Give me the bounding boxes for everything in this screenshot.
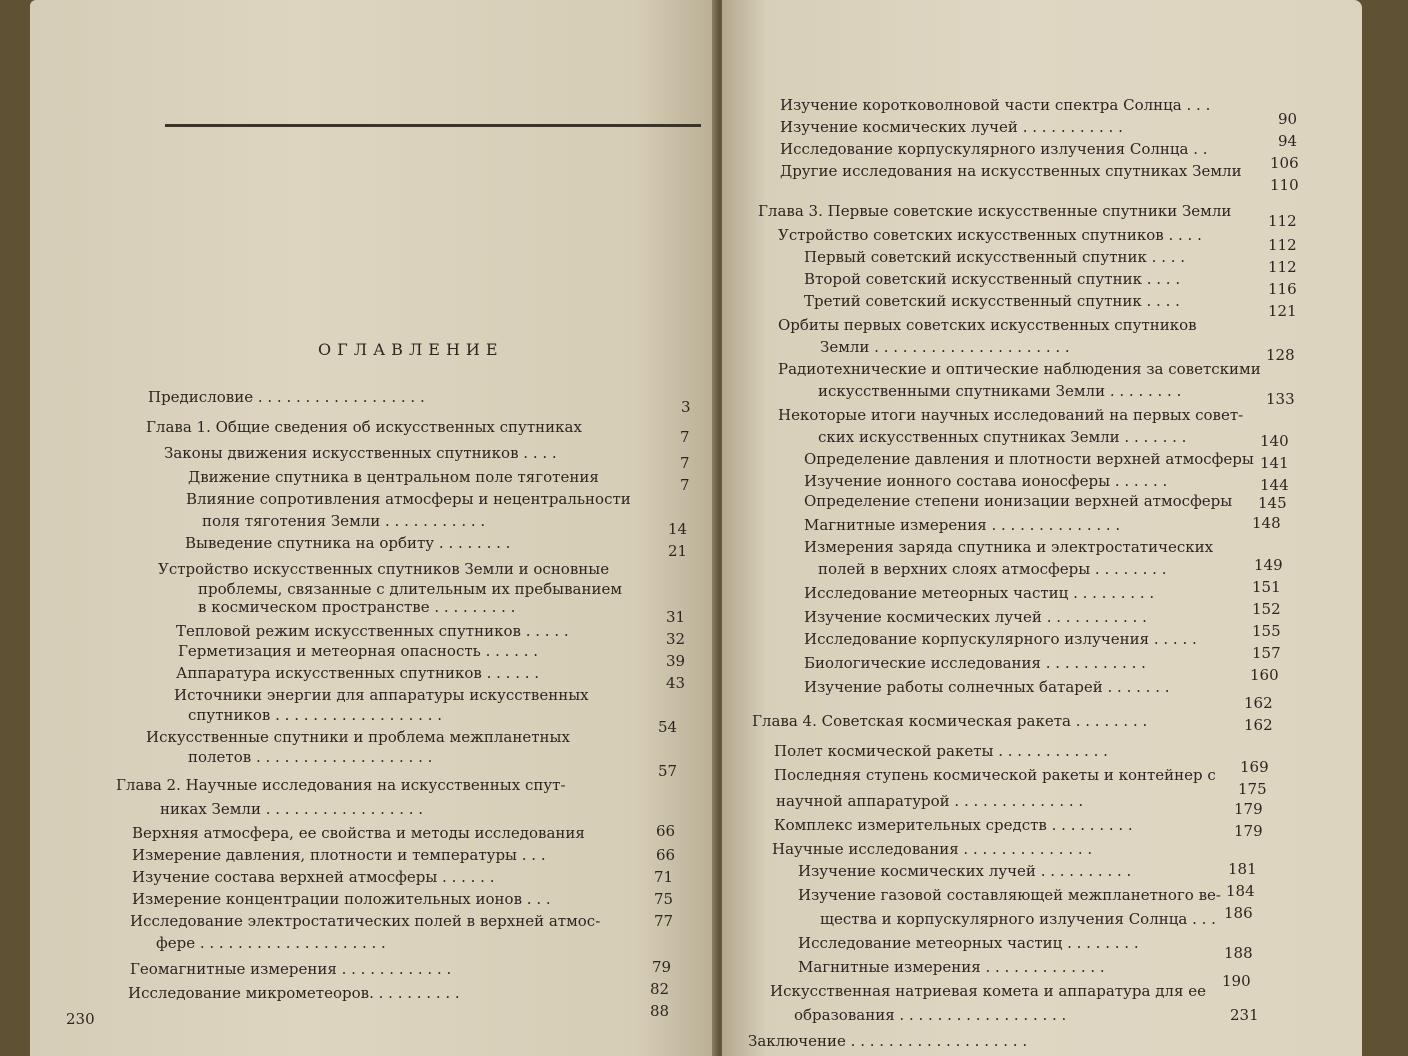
toc-page-number: 190 [1222, 972, 1251, 990]
toc-page-number: 157 [1252, 644, 1281, 662]
toc-entry: Исследование метеорных частиц . . . . . . . . . [804, 584, 1155, 602]
toc-entry: Исследование корпускулярного излучения . . . . . [804, 630, 1197, 648]
toc-page-number: 57 [658, 762, 678, 780]
toc-page-number: 152 [1252, 600, 1281, 618]
toc-page-number: 110 [1270, 176, 1299, 194]
toc-entry: Исследование электростатических полей в верхней атмос- [130, 912, 601, 930]
toc-chapter-heading: Глава 1. Общие сведения об искусственных спутниках [146, 418, 582, 436]
toc-entry: ских искусственных спутниках Земли . . . . . . . [818, 428, 1187, 446]
toc-entry: Тепловой режим искусственных спутников . . . . . [176, 622, 569, 640]
toc-entry: Орбиты первых советских искусственных спутников [778, 316, 1197, 334]
toc-page-number: 90 [1278, 110, 1298, 128]
toc-entry: Изучение коротковолновой части спектра Солнца . . . [780, 96, 1211, 114]
toc-entry: Научные исследования . . . . . . . . . . . . . . [772, 840, 1093, 858]
toc-page-number: 7 [680, 476, 690, 494]
toc-entry: Земли . . . . . . . . . . . . . . . . . . . . . [820, 338, 1070, 356]
toc-title: ОГЛАВЛЕНИЕ [318, 340, 504, 359]
toc-page-number: 145 [1258, 494, 1287, 512]
toc-chapter-heading: Глава 4. Советская космическая ракета . . . . . . . . [752, 712, 1148, 730]
page-folio: 231 [1230, 1006, 1259, 1024]
toc-page-number: 149 [1254, 556, 1283, 574]
toc-entry: полетов . . . . . . . . . . . . . . . . . . . [188, 748, 433, 766]
toc-entry: проблемы, связанные с длительным их пребыванием [198, 580, 622, 598]
toc-entry: Изучение газовой составляющей межпланетного ве- [798, 886, 1221, 904]
toc-entry: искусственными спутниками Земли . . . . . . . . [818, 382, 1182, 400]
toc-chapter-heading: Глава 3. Первые советские искусственные спутники Земли [758, 202, 1232, 220]
toc-page-number: 31 [666, 608, 686, 626]
toc-page-number: 112 [1268, 258, 1297, 276]
right-page [722, 0, 1362, 1056]
toc-entry: Определение степени ионизации верхней атмосферы [804, 492, 1233, 510]
toc-entry: Исследование корпускулярного излучения Солнца . . [780, 140, 1208, 158]
toc-page-number: 66 [656, 846, 676, 864]
toc-page-number: 175 [1238, 780, 1267, 798]
toc-entry: Изучение ионного состава ионосферы . . . . . . [804, 472, 1168, 490]
toc-entry: полей в верхних слоях атмосферы . . . . . . . . [818, 560, 1167, 578]
toc-entry: никах Земли . . . . . . . . . . . . . . . . . [160, 800, 424, 818]
toc-page-number: 140 [1260, 432, 1289, 450]
toc-entry: Магнитные измерения . . . . . . . . . . . . . . [804, 516, 1121, 534]
toc-entry: Предисловие . . . . . . . . . . . . . . . . . . [148, 388, 425, 406]
toc-page-number: 3 [681, 398, 691, 416]
toc-entry: Биологические исследования . . . . . . . . . . . [804, 654, 1146, 672]
toc-page-number: 21 [668, 542, 688, 560]
page-folio: 230 [66, 1010, 95, 1028]
toc-entry: Изучение космических лучей . . . . . . . . . . . [780, 118, 1123, 136]
toc-page-number: 32 [666, 630, 686, 648]
header-rule [165, 124, 701, 127]
toc-page-number: 94 [1278, 132, 1298, 150]
toc-page-number: 88 [650, 1002, 670, 1020]
toc-entry: Некоторые итоги научных исследований на первых совет- [778, 406, 1244, 424]
toc-entry: спутников . . . . . . . . . . . . . . . . . . [188, 706, 443, 724]
toc-page-number: 43 [666, 674, 686, 692]
toc-page-number: 75 [654, 890, 674, 908]
toc-entry: Изучение космических лучей . . . . . . . . . . [798, 862, 1132, 880]
toc-entry: Устройство советских искусственных спутников . . . . [778, 226, 1202, 244]
toc-page-number: 54 [658, 718, 678, 736]
toc-entry: Заключение . . . . . . . . . . . . . . . . . . . [748, 1032, 1028, 1050]
toc-entry: Законы движения искусственных спутников . . . . [164, 444, 557, 462]
toc-page-number: 179 [1234, 822, 1263, 840]
toc-page-number: 7 [680, 454, 690, 472]
toc-page-number: 155 [1252, 622, 1281, 640]
toc-entry: в космическом пространстве . . . . . . . . . [198, 598, 516, 616]
toc-entry: щества и корпускулярного излучения Солнца . . . [820, 910, 1216, 928]
toc-page-number: 184 [1226, 882, 1255, 900]
toc-entry: Источники энергии для аппаратуры искусственных [174, 686, 589, 704]
toc-entry: фере . . . . . . . . . . . . . . . . . . . . [156, 934, 386, 952]
toc-page-number: 148 [1252, 514, 1281, 532]
toc-entry: Верхняя атмосфера, ее свойства и методы исследования [132, 824, 585, 842]
toc-entry: Другие исследования на искусственных спутниках Земли [780, 162, 1242, 180]
toc-page-number: 162 [1244, 694, 1273, 712]
toc-page-number: 179 [1234, 800, 1263, 818]
toc-entry: Герметизация и метеорная опасность . . . . . . [178, 642, 539, 660]
toc-entry: Измерения заряда спутника и электростатических [804, 538, 1214, 556]
toc-entry: поля тяготения Земли . . . . . . . . . . . [202, 512, 486, 530]
toc-entry: Измерение давления, плотности и температуры . . . [132, 846, 546, 864]
toc-entry: Третий советский искусственный спутник . . . . [804, 292, 1180, 310]
toc-entry: Искусственные спутники и проблема межпланетных [146, 728, 570, 746]
toc-entry: Второй советский искусственный спутник . . . . [804, 270, 1181, 288]
toc-entry: Изучение состава верхней атмосферы . . . . . . [132, 868, 495, 886]
toc-chapter-heading: Глава 2. Научные исследования на искусственных спут- [116, 776, 566, 794]
toc-entry: Полет космической ракеты . . . . . . . . . . . . [774, 742, 1108, 760]
toc-page-number: 71 [654, 868, 674, 886]
toc-page-number: 169 [1240, 758, 1269, 776]
toc-entry: образования . . . . . . . . . . . . . . . . . . [794, 1006, 1067, 1024]
toc-page-number: 79 [652, 958, 672, 976]
toc-page-number: 7 [680, 428, 690, 446]
toc-page-number: 39 [666, 652, 686, 670]
toc-entry: Магнитные измерения . . . . . . . . . . . . . [798, 958, 1105, 976]
toc-entry: Искусственная натриевая комета и аппаратура для ее [770, 982, 1206, 1000]
toc-page-number: 160 [1250, 666, 1279, 684]
toc-entry: Аппаратура искусственных спутников . . . . . . [176, 664, 540, 682]
toc-entry: Изучение космических лучей . . . . . . . . . . . [804, 608, 1147, 626]
toc-entry: Последняя ступень космической ракеты и контейнер с [774, 766, 1216, 784]
toc-page-number: 151 [1252, 578, 1281, 596]
toc-entry: научной аппаратурой . . . . . . . . . . . . . . [776, 792, 1084, 810]
toc-page-number: 144 [1260, 476, 1289, 494]
toc-page-number: 186 [1224, 904, 1253, 922]
toc-entry: Движение спутника в центральном поле тяготения [188, 468, 599, 486]
toc-entry: Изучение работы солнечных батарей . . . . . . . [804, 678, 1170, 696]
toc-entry: Выведение спутника на орбиту . . . . . . . . [185, 534, 511, 552]
toc-entry: Исследование метеорных частиц . . . . . . . . [798, 934, 1139, 952]
toc-page-number: 188 [1224, 944, 1253, 962]
toc-entry: Определение давления и плотности верхней атмосферы [804, 450, 1254, 468]
toc-entry: Исследование микрометеоров. . . . . . . . . . [128, 984, 460, 1002]
toc-entry: Радиотехнические и оптические наблюдения за советскими [778, 360, 1261, 378]
toc-page-number: 66 [656, 822, 676, 840]
toc-entry: Геомагнитные измерения . . . . . . . . . . . . [130, 960, 452, 978]
toc-page-number: 14 [668, 520, 688, 538]
toc-page-number: 106 [1270, 154, 1299, 172]
toc-entry: Первый советский искусственный спутник . . . . [804, 248, 1186, 266]
toc-page-number: 121 [1268, 302, 1297, 320]
toc-entry: Измерение концентрации положительных ионов . . . [132, 890, 551, 908]
toc-page-number: 112 [1268, 236, 1297, 254]
toc-page-number: 128 [1266, 346, 1295, 364]
toc-entry: Влияние сопротивления атмосферы и нецентральности [186, 490, 631, 508]
toc-page-number: 162 [1244, 716, 1273, 734]
toc-page-number: 181 [1228, 860, 1257, 878]
toc-page-number: 77 [654, 912, 674, 930]
toc-page-number: 116 [1268, 280, 1297, 298]
toc-page-number: 112 [1268, 212, 1297, 230]
toc-page-number: 141 [1260, 454, 1289, 472]
toc-entry: Комплекс измерительных средств . . . . . . . . . [774, 816, 1133, 834]
left-page [30, 0, 718, 1056]
toc-page-number: 82 [650, 980, 670, 998]
toc-entry: Устройство искусственных спутников Земли и основные [158, 560, 610, 578]
toc-page-number: 133 [1266, 390, 1295, 408]
